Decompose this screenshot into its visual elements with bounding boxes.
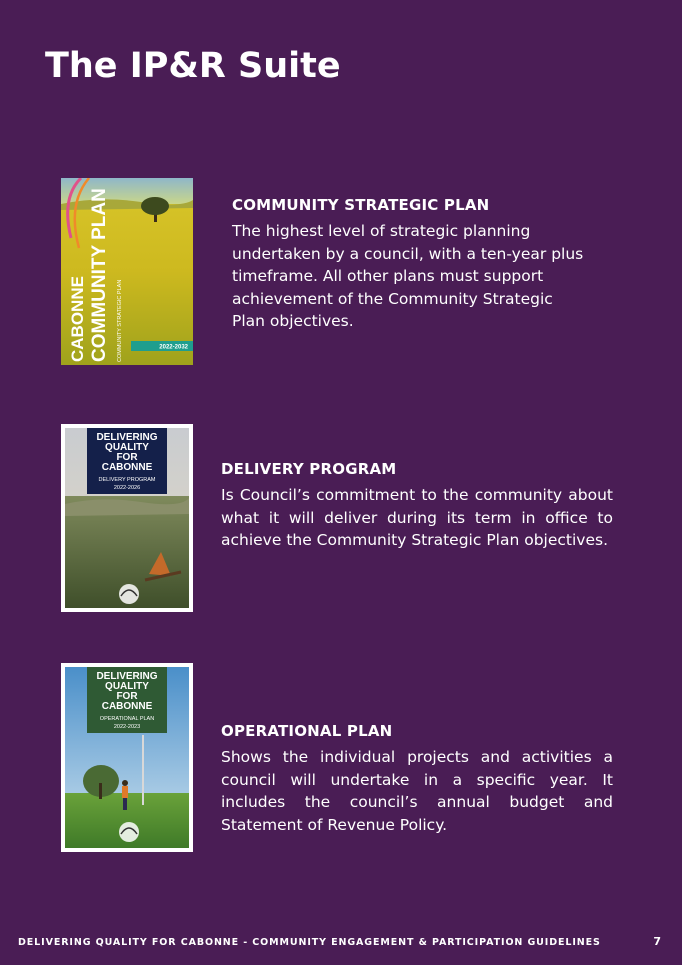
cover-line2: QUALITY xyxy=(105,681,149,692)
section-body: Shows the individual projects and activities a council will undertake in a specific year. It includes the council’s annual budget and Statement of Revenue Policy. xyxy=(221,748,613,834)
cover-subtitle: COMMUNITY STRATEGIC PLAN xyxy=(117,279,123,362)
cover-line1: DELIVERING xyxy=(96,671,158,682)
cover-title-line1: CABONNE xyxy=(68,276,87,362)
page-number: 7 xyxy=(653,935,661,948)
council-logo-icon xyxy=(119,822,139,842)
page-title: The IP&R Suite xyxy=(45,46,341,86)
council-logo-icon xyxy=(119,584,139,604)
operational-plan-cover-image xyxy=(61,663,193,852)
section-heading: COMMUNITY STRATEGIC PLAN xyxy=(232,196,490,214)
cover-years: 2022-2032 xyxy=(159,344,188,351)
page-footer: DELIVERING QUALITY FOR CABONNE - COMMUNITY ENGAGEMENT & PARTICIPATION GUIDELINES xyxy=(18,937,601,948)
cover-years: 2022-2023 xyxy=(113,724,141,730)
cover-years: 2022-2026 xyxy=(113,485,141,491)
cover-line4: CABONNE xyxy=(101,462,153,473)
cover-line2: QUALITY xyxy=(105,442,149,453)
section-heading: DELIVERY PROGRAM xyxy=(221,460,397,478)
section-operational-plan xyxy=(221,722,613,836)
cover-subtitle: DELIVERY PROGRAM xyxy=(98,477,156,483)
cover-subtitle: OPERATIONAL PLAN xyxy=(99,716,155,722)
cover-line3: FOR xyxy=(116,691,138,702)
section-body: Is Council’s commitment to the community about what it will deliver during its term in office to achieve the Community Strategic Plan objectives. xyxy=(221,486,613,549)
cover-title-line2: COMMUNITY PLAN xyxy=(89,188,110,362)
section-body: The highest level of strategic planning undertaken by a council, with a ten-year plus timeframe. All other plans must support achievement of the Community Strategic Plan objectives. xyxy=(232,222,584,330)
cover-line4: CABONNE xyxy=(101,701,153,712)
cover-line3: FOR xyxy=(116,452,138,463)
section-community-strategic-plan xyxy=(232,196,612,333)
section-heading: OPERATIONAL PLAN xyxy=(221,722,393,740)
section-delivery-program xyxy=(221,460,613,552)
community-plan-cover-image xyxy=(61,178,193,365)
cover-line1: DELIVERING xyxy=(96,432,158,443)
delivery-program-cover-image xyxy=(61,424,193,612)
